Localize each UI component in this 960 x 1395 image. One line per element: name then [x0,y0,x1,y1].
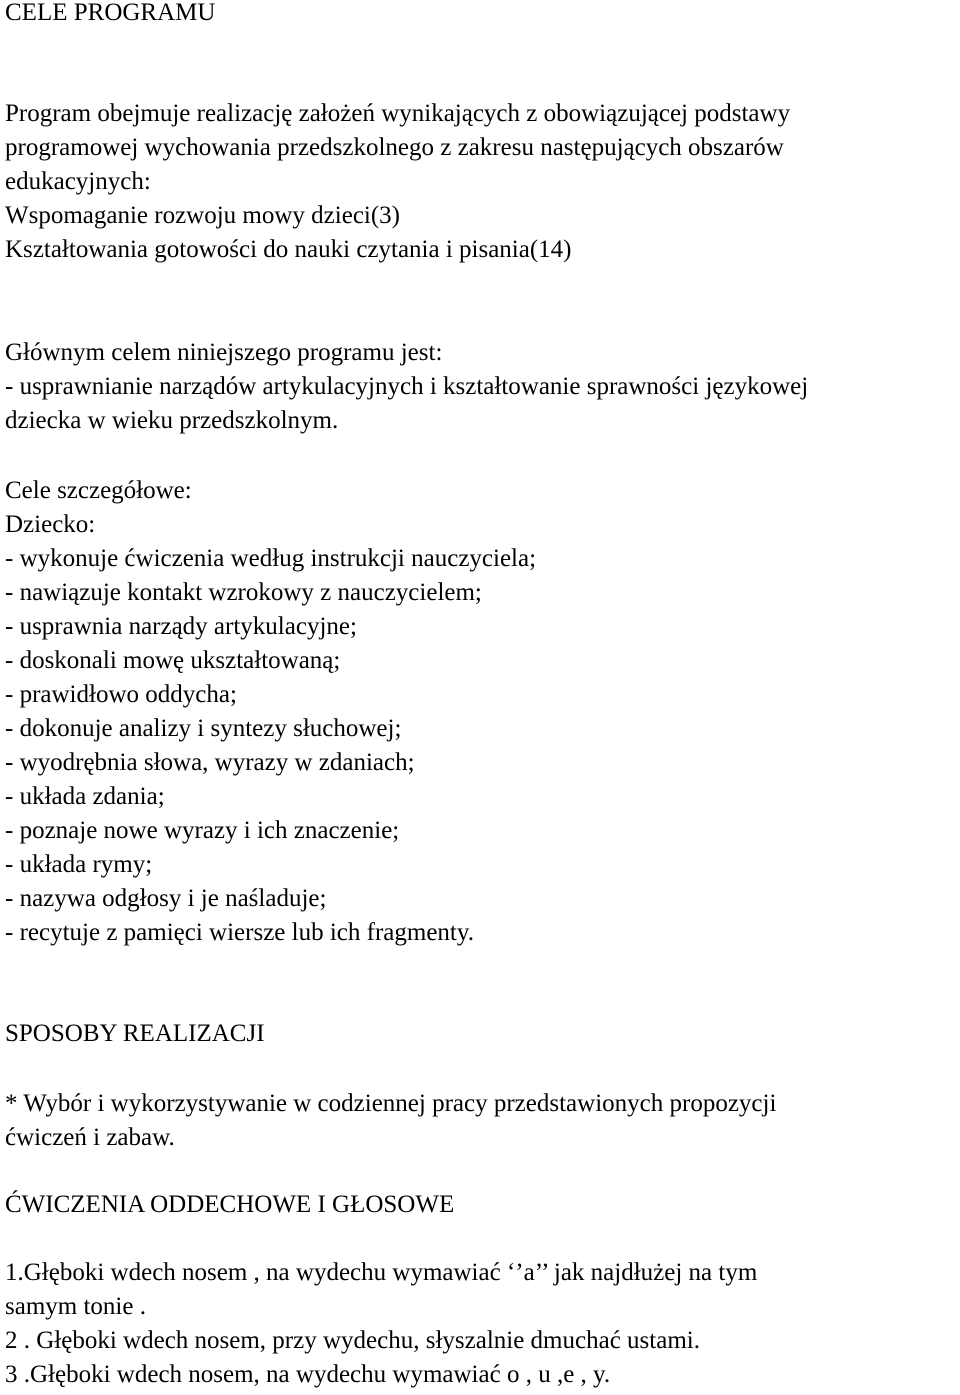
detailed-goal-item: - dokonuje analizy i syntezy słuchowej; [5,715,402,742]
methods-text-line-1: * Wybór i wykorzystywanie w codziennej pracy przedstawionych propozycji [5,1090,777,1117]
goals-heading: CELE PROGRAMU [5,0,216,26]
main-goal-line-2: - usprawnianie narządów artykulacyjnych i kształtowanie sprawności językowej [5,373,809,400]
detailed-goal-item: - recytuje z pamięci wiersze lub ich fragmenty. [5,919,474,946]
detailed-goal-item: - nawiązuje kontakt wzrokowy z nauczycielem; [5,579,482,606]
detailed-goal-item: - wykonuje ćwiczenia według instrukcji nauczyciela; [5,545,537,572]
detailed-goal-item: - poznaje nowe wyrazy i ich znaczenie; [5,817,400,844]
exercise-line-3: 2 . Głęboki wdech nosem, przy wydechu, słyszalnie dmuchać ustami. [5,1327,700,1354]
detailed-goal-item: - usprawnia narządy artykulacyjne; [5,613,357,640]
detailed-goal-item: - prawidłowo oddycha; [5,681,237,708]
intro-line-5: Kształtowania gotowości do nauki czytania i pisania(14) [5,236,572,263]
detailed-goal-item: - wyodrębnia słowa, wyrazy w zdaniach; [5,749,415,776]
intro-line-2: programowej wychowania przedszkolnego z zakresu następujących obszarów [5,134,784,161]
intro-line-1: Program obejmuje realizację założeń wynikających z obowiązującej podstawy [5,100,791,127]
methods-heading: SPOSOBY REALIZACJI [5,1020,265,1047]
main-goal-line-3: dziecka w wieku przedszkolnym. [5,407,339,434]
child-label: Dziecko: [5,511,96,538]
detailed-goal-item: - nazywa odgłosy i je naśladuje; [5,885,327,912]
exercise-line-1: 1.Głęboki wdech nosem , na wydechu wymawiać ‘’a’’ jak najdłużej na tym [5,1259,758,1286]
detailed-goal-item: - układa rymy; [5,851,153,878]
main-goal-line-1: Głównym celem niniejszego programu jest: [5,339,443,366]
intro-line-4: Wspomaganie rozwoju mowy dzieci(3) [5,202,401,229]
exercises-heading: ĆWICZENIA ODDECHOWE I GŁOSOWE [5,1191,455,1218]
methods-text-line-2: ćwiczeń i zabaw. [5,1124,175,1151]
detailed-goal-item: - doskonali mowę ukształtowaną; [5,647,341,674]
exercise-line-2: samym tonie . [5,1293,146,1320]
detailed-goals-label: Cele szczegółowe: [5,477,192,504]
exercise-line-4: 3 .Głęboki wdech nosem, na wydechu wymawiać o , u ,e , y. [5,1361,611,1388]
detailed-goal-item: - układa zdania; [5,783,165,810]
intro-line-3: edukacyjnych: [5,168,151,195]
